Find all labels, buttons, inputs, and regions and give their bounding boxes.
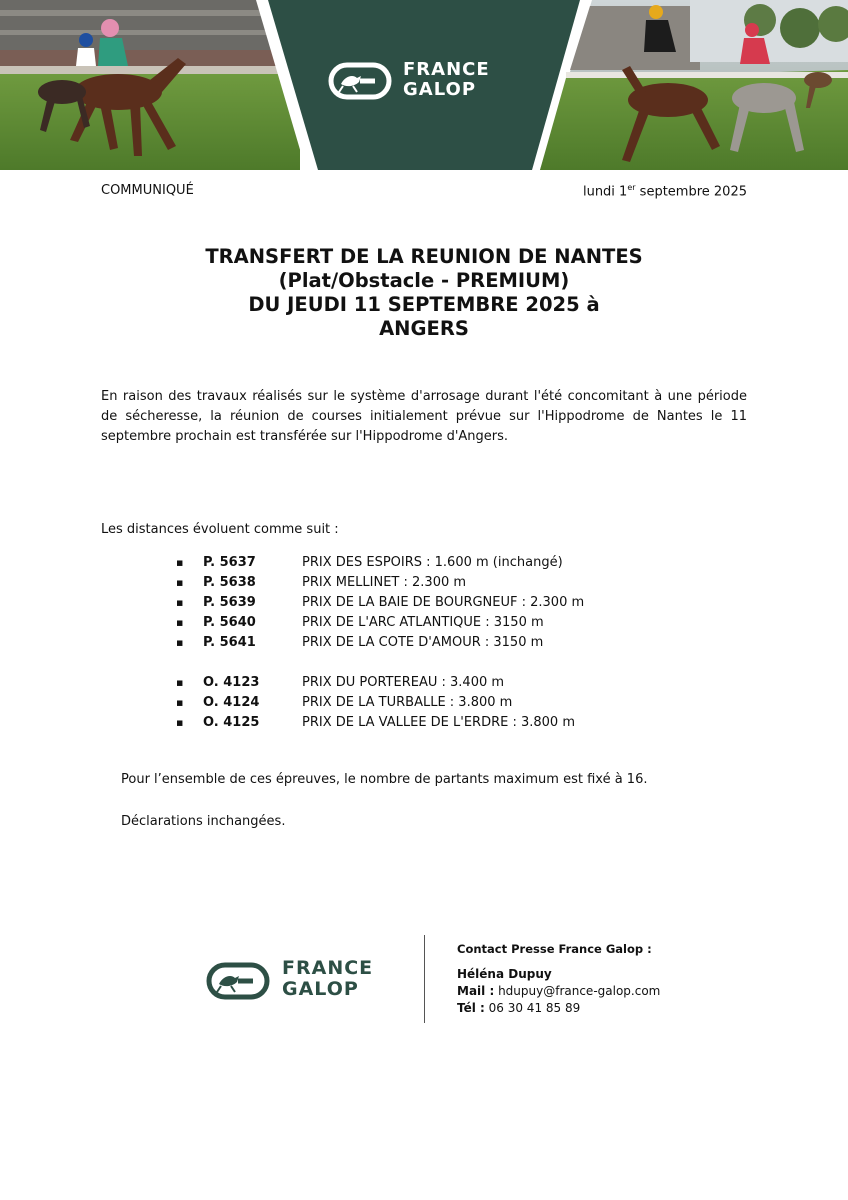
mail-label: Mail : bbox=[457, 984, 495, 998]
race-code: P. 5639 bbox=[203, 595, 256, 610]
race-code: P. 5637 bbox=[203, 555, 256, 570]
mail-link[interactable]: hdupuy@france-galop.com bbox=[494, 984, 661, 998]
race-label: PRIX MELLINET : 2.300 m bbox=[302, 575, 467, 590]
brand-wordmark bbox=[403, 60, 490, 100]
brand-logo-footer bbox=[204, 958, 404, 1002]
race-label: PRIX DE LA BAIE DE BOURGNEUF : 2.300 m bbox=[302, 595, 585, 610]
brand-logo-header bbox=[327, 60, 527, 104]
page-title bbox=[80, 245, 768, 341]
brand-name-line1: FRANCE bbox=[403, 59, 490, 80]
date-suffix: septembre 2025 bbox=[635, 184, 747, 200]
race-label: PRIX DE LA VALLEE DE L'ERDRE : 3.800 m bbox=[302, 715, 575, 730]
race-code: P. 5640 bbox=[203, 615, 256, 630]
intro-paragraph: En raison des travaux réalisés sur le système d'arrosage durant l'été concomitant à une période de sécheresse, la réunion de courses initialement prévue sur l'Hippodrome de Nantes le 11 septembre prochain est transférée sur l'Hippodrome d'Angers. bbox=[101, 389, 747, 444]
title-line-2: (Plat/Obstacle - PREMIUM) bbox=[278, 269, 570, 292]
france-galop-emblem-icon bbox=[204, 962, 272, 1000]
tel-value: 06 30 41 85 89 bbox=[484, 1001, 581, 1015]
bullet-icon: ▪ bbox=[176, 696, 184, 709]
bullet-icon: ▪ bbox=[176, 576, 184, 589]
race-code: O. 4123 bbox=[203, 675, 260, 690]
title-line-4: ANGERS bbox=[379, 317, 469, 340]
contact-name-value: Héléna Dupuy bbox=[457, 967, 552, 981]
document-type-label: COMMUNIQUÉ bbox=[101, 183, 194, 198]
race-label: PRIX DE LA TURBALLE : 3.800 m bbox=[302, 695, 513, 710]
document-date bbox=[583, 183, 747, 199]
race-label: PRIX DE L'ARC ATLANTIQUE : 3150 m bbox=[302, 615, 544, 630]
brand-name-line2: GALOP bbox=[403, 79, 477, 100]
tel-label: Tél : bbox=[457, 1001, 485, 1015]
declarations-note: Déclarations inchangées. bbox=[121, 814, 286, 829]
race-label: PRIX DE LA COTE D'AMOUR : 3150 m bbox=[302, 635, 544, 650]
contact-phone bbox=[457, 1000, 660, 1017]
header-banner bbox=[0, 0, 848, 170]
footer-divider bbox=[424, 935, 425, 1023]
race-label: PRIX DES ESPOIRS : 1.600 m (inchangé) bbox=[302, 555, 563, 570]
title-line-1: TRANSFERT DE LA REUNION DE NANTES bbox=[205, 245, 643, 268]
race-label: PRIX DU PORTEREAU : 3.400 m bbox=[302, 675, 505, 690]
bullet-icon: ▪ bbox=[176, 636, 184, 649]
race-code: O. 4124 bbox=[203, 695, 260, 710]
race-code: P. 5638 bbox=[203, 575, 256, 590]
partants-note: Pour l’ensemble de ces épreuves, le nombre de partants maximum est fixé à 16. bbox=[121, 772, 648, 787]
france-galop-emblem-icon bbox=[327, 62, 393, 100]
brand-name-line1: FRANCE bbox=[282, 957, 374, 979]
title-line-3: DU JEUDI 11 SEPTEMBRE 2025 à bbox=[248, 293, 600, 316]
press-contact bbox=[457, 942, 660, 1017]
bullet-icon: ▪ bbox=[176, 616, 184, 629]
bullet-icon: ▪ bbox=[176, 716, 184, 729]
date-superscript: er bbox=[627, 183, 636, 192]
contact-heading: Contact Presse France Galop : bbox=[457, 942, 652, 956]
date-prefix: lundi 1 bbox=[582, 184, 628, 200]
bullet-icon: ▪ bbox=[176, 556, 184, 569]
race-code: P. 5641 bbox=[203, 635, 256, 650]
contact-name bbox=[457, 966, 660, 983]
brand-wordmark bbox=[282, 958, 373, 1000]
race-code: O. 4125 bbox=[203, 715, 260, 730]
bullet-icon: ▪ bbox=[176, 596, 184, 609]
bullet-icon: ▪ bbox=[176, 676, 184, 689]
brand-name-line2: GALOP bbox=[282, 978, 359, 1000]
distances-intro: Les distances évoluent comme suit : bbox=[101, 522, 339, 537]
contact-mail bbox=[457, 983, 660, 1000]
